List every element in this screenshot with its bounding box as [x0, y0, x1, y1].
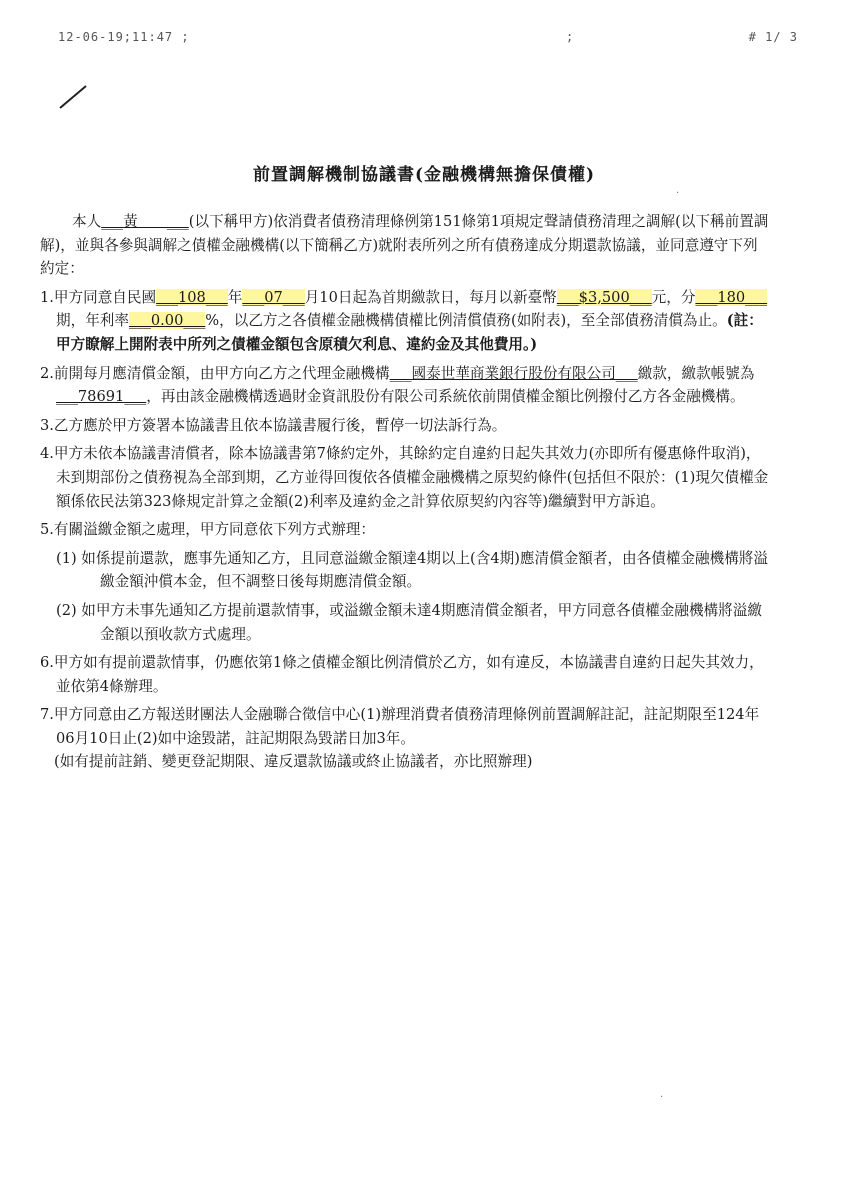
scan-speck: · [676, 188, 680, 199]
clause-5-heading: 5.有關溢繳金額之處理，甲方同意依下列方式辦理： [40, 521, 375, 539]
intro-paragraph: 本人___黃 ___(以下稱甲方)依消費者債務清理條例第151條第1項規定聲請債務清理之調解(以下稱前置調解)，並與各參與調解之債權金融機構(以下簡稱乙方)就附表所列之所有債務達成分期還款協議，並同意遵守下列約定： [40, 213, 769, 278]
clause-5-sub-2: (2) 如甲方未事先通知乙方提前還款情事，或溢繳金額未達4期應清償金額者，甲方同意各債權金融機構將溢繳金額以預收款方式處理。 [56, 601, 762, 643]
clause-7-note: (如有提前註銷、變更登記期限、違反還款協議或終止協議者，亦比照辦理) [54, 753, 533, 771]
page-number: # 1/ 3 [748, 30, 798, 44]
monthly-amount: ___$3,500___ [556, 288, 652, 306]
clause-1-note: (註：甲方瞭解上開附表中所列之債權金額包含原積欠利息、違約金及其他費用。) [56, 312, 763, 353]
account-number: ___78691___ [56, 388, 147, 406]
scan-speck: · [660, 1092, 664, 1103]
fax-mark: ; [566, 30, 575, 44]
installment-periods: ___180___ [695, 288, 768, 306]
clause-2: 2.前開每月應清償金額，由甲方向乙方之代理金融機構___國泰世華商業銀行股份有限公司___繳款，繳款帳號為___78691___，再由該金融機構透過財金資訊股份有限公司系統依前開債權金額比例撥付乙方各金融機構。 [40, 364, 755, 406]
agreement-body [40, 210, 770, 779]
clause-4: 4.甲方未依本協議書清償者，除本協議書第7條約定外，其餘約定自違約日起失其效力(亦即所有優惠條件取消)，未到期部份之債務視為全部到期，乙方並得回復依各債權金融機構之原契約條件(包括但不限於：(1)現欠債權金額係依民法第323條規定計算之金額(2)利率及違約金之計算依原契約內容等)繼續對甲方訴追。 [40, 445, 769, 510]
fax-timestamp: 12-06-19;11:47 ; [58, 30, 190, 44]
clause-5-sub-1: (1) 如係提前還款，應事先通知乙方，且同意溢繳金額達4期以上(含4期)應清償金額者，由各債權金融機構將溢繳金額沖償本金，但不調整日後每期應清償金額。 [56, 549, 768, 591]
clause-3: 3.乙方應於甲方簽署本協議書且依本協議書履行後，暫停一切法訴行為。 [40, 416, 507, 434]
clause-1: 1.甲方同意自民國___108___年___07___月10日起為首期繳款日，每月以新臺幣___$3,500___元，分___180___期，年利率___0.00___%，以乙方之各債權金融機構債權比例清償債務(如附表)，至全部債務清償為止。(註：甲方瞭解上開附表中所列之債權金額包含原積欠利息、違約金及其他費用。) [40, 288, 768, 353]
start-year: ___108___ [156, 288, 228, 306]
party-name: ___黃 ___ [101, 213, 189, 230]
interest-rate: ___0.00___ [128, 312, 206, 330]
pen-stroke-mark [58, 84, 88, 110]
clause-6: 6.甲方如有提前還款情事，仍應依第1條之債權金額比例清償於乙方，如有違反，本協議書自違約日起失其效力，並依第4條辦理。 [40, 654, 764, 695]
start-month: ___07___ [242, 288, 305, 306]
document-title: 前置調解機制協議書(金融機構無擔保債權) [252, 165, 596, 185]
clause-7: 7.甲方同意由乙方報送財團法人金融聯合徵信中心(1)辦理消費者債務清理條例前置調解註記，註記期限至124年06月10日止(2)如中途毀諾，註記期限為毀諾日加3年。 [40, 706, 760, 747]
agent-bank: ___國泰世華商業銀行股份有限公司___ [389, 364, 638, 382]
